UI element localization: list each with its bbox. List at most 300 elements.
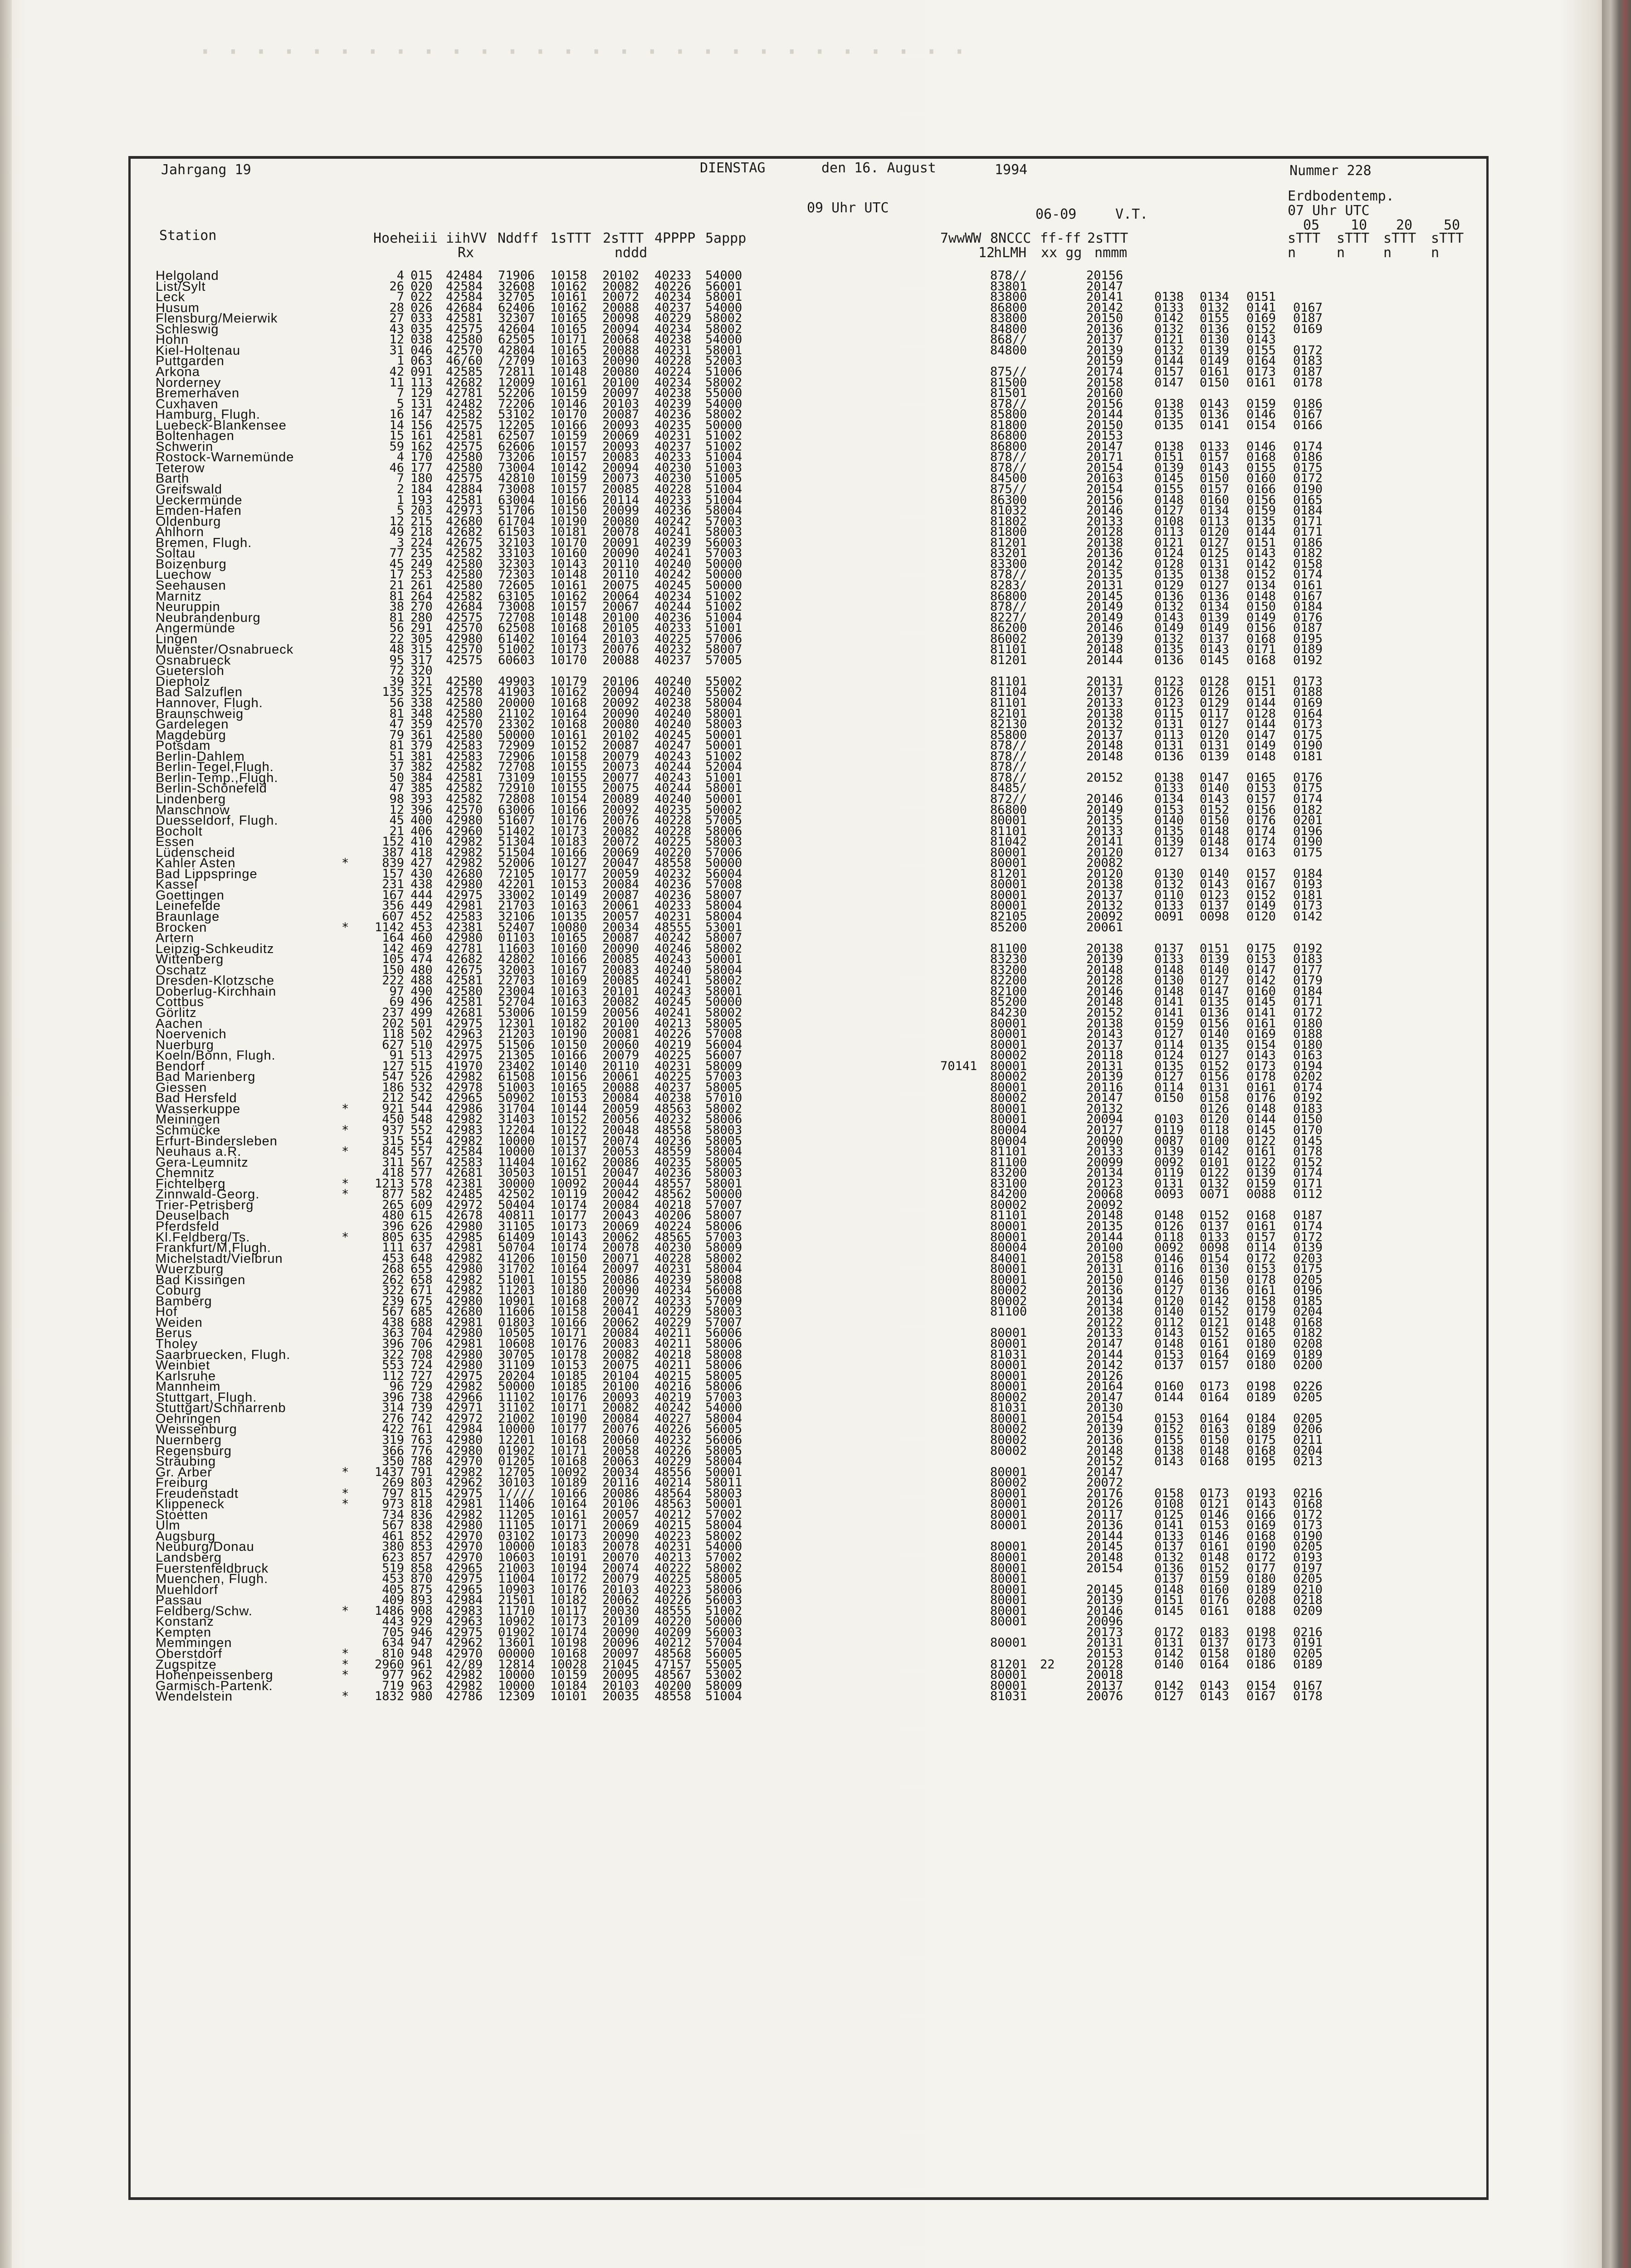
col-2sttt: 2sTTT (603, 230, 644, 246)
cell-i: 675 (410, 1294, 433, 1308)
station-name: Frankfurt/M,Flugh. (156, 1241, 271, 1255)
cell-c: 81800 (990, 418, 1027, 432)
station-name: Wuerzburg (156, 1262, 224, 1276)
cell-c: 80001 (990, 877, 1027, 891)
cell-t1: 10028 (550, 1657, 587, 1672)
cell-d: 30103 (498, 1476, 535, 1490)
cell-v: 42584 (446, 279, 483, 293)
cell-t2: 20043 (602, 1208, 640, 1222)
cell-t1: 10171 (550, 1518, 587, 1532)
station-name: Berlin-Temp.,Flugh. (156, 771, 278, 785)
cell-i: 063 (410, 354, 433, 368)
cell-t2: 20080 (602, 717, 640, 731)
cell-c: 84800 (990, 343, 1027, 357)
cell-soil-temp: 0157 (1246, 1230, 1276, 1244)
station-name: Luechow (156, 567, 212, 582)
station-name: Garmisch-Partenk. (156, 1679, 273, 1693)
cell-t2: 20062 (602, 1593, 640, 1607)
cell-soil-temp: 0201 (1293, 813, 1323, 827)
cell-t2: 20104 (602, 1369, 640, 1383)
cell-t1: 10155 (550, 781, 587, 795)
cell-soil-temp: 0152 (1154, 1422, 1184, 1436)
cell-soil-temp: 0157 (1246, 792, 1276, 806)
cell-p: 48559 (654, 1144, 692, 1158)
cell-v: 42570 (446, 343, 483, 357)
cell-t2: 20090 (602, 546, 640, 560)
cell-t2: 20056 (602, 1006, 640, 1020)
cell-p: 40240 (654, 717, 692, 731)
cell-c: 80001 (990, 1080, 1027, 1095)
cell-t2: 20087 (602, 888, 640, 902)
cell-soil-temp: 0195 (1246, 1454, 1276, 1468)
cell-a: 55002 (705, 685, 742, 699)
cell-h: 69 (389, 995, 404, 1009)
cell-t2: 20083 (602, 1337, 640, 1351)
cell-c: 83300 (990, 557, 1027, 571)
station-name: Arkona (156, 365, 200, 379)
cell-p: 40230 (654, 471, 692, 485)
cell-c: 80001 (990, 1572, 1027, 1586)
cell-s: 20176 (1086, 1486, 1123, 1501)
cell-t2: 20082 (602, 995, 640, 1009)
cell-t1: 10092 (550, 1465, 587, 1479)
cell-c: 81201 (990, 867, 1027, 881)
cell-a: 56003 (705, 1625, 742, 1639)
cell-h: 38 (389, 600, 404, 614)
cell-i: 688 (410, 1315, 433, 1330)
cell-v: 46/60 (446, 354, 483, 368)
cell-t1: 10164 (550, 707, 587, 721)
cell-p: 40240 (654, 963, 692, 977)
station-name: Konstanz (156, 1614, 214, 1629)
cell-p: 40225 (654, 835, 692, 849)
cell-s: 20139 (1086, 632, 1123, 646)
cell-s: 20147 (1086, 440, 1123, 454)
cell-p: 40224 (654, 1219, 692, 1233)
cell-p: 48567 (654, 1668, 692, 1682)
cell-h: 37 (389, 760, 404, 774)
cell-t2: 20047 (602, 856, 640, 870)
cell-t1: 10182 (550, 1017, 587, 1031)
cell-v: 42963 (446, 1614, 483, 1628)
cell-d: 00000 (498, 1647, 535, 1661)
cell-soil-temp: 0160 (1154, 1379, 1184, 1393)
cell-t1: 10155 (550, 760, 587, 774)
cell-soil-temp: 0216 (1293, 1625, 1323, 1639)
cell-i: 410 (410, 835, 433, 849)
cell-v: 42680 (446, 1305, 483, 1319)
cell-c: 81042 (990, 835, 1027, 849)
cell-c: 86800 (990, 429, 1027, 443)
cell-soil-temp: 0112 (1154, 1315, 1184, 1330)
cell-p: 40241 (654, 546, 692, 560)
cell-soil-temp: 0150 (1154, 1091, 1184, 1105)
station-name: Freiburg (156, 1476, 208, 1490)
cell-soil-temp: 0092 (1154, 1241, 1184, 1255)
cell-soil-temp: 0172 (1293, 343, 1323, 357)
col-sttt-10: sTTT (1337, 230, 1370, 246)
cell-c: 80004 (990, 1134, 1027, 1148)
station-name: Husum (156, 301, 200, 315)
cell-h: 269 (382, 1476, 404, 1490)
cell-soil-temp: 0134 (1200, 290, 1230, 304)
station-name: Meiningen (156, 1112, 220, 1127)
cell-d: 72708 (498, 760, 535, 774)
cell-t1: 10157 (550, 450, 587, 464)
cell-i: 033 (410, 311, 433, 325)
cell-s: 20146 (1086, 503, 1123, 518)
cell-soil-temp: 0127 (1154, 1689, 1184, 1703)
cell-soil-temp: 0183 (1293, 952, 1323, 966)
cell-c: 81101 (990, 824, 1027, 838)
cell-t2: 20074 (602, 1134, 640, 1148)
cell-c: 86300 (990, 493, 1027, 507)
cell-p: 40216 (654, 1379, 692, 1393)
cell-t1: 10164 (550, 632, 587, 646)
station-name: Brocken (156, 920, 207, 935)
cell-t2: 20060 (602, 1433, 640, 1447)
cell-soil-temp: 0131 (1200, 1080, 1230, 1095)
cell-i: 474 (410, 952, 433, 966)
cell-soil-temp: 0203 (1293, 1251, 1323, 1266)
cell-soil-temp: 0154 (1200, 1251, 1230, 1266)
cell-v: 42582 (446, 760, 483, 774)
cell-soil-temp: 0156 (1246, 803, 1276, 817)
cell-d: 72303 (498, 567, 535, 582)
cell-c: 875// (990, 365, 1027, 379)
cell-c: 878// (990, 397, 1027, 411)
cell-t2: 20106 (602, 675, 640, 689)
cell-soil-temp: 0205 (1293, 1647, 1323, 1661)
cell-p: 48558 (654, 1689, 692, 1703)
cell-a: 58004 (705, 696, 742, 710)
cell-soil-temp: 0186 (1293, 536, 1323, 550)
cell-t1: 10170 (550, 536, 587, 550)
cell-soil-temp: 0210 (1293, 1583, 1323, 1597)
cell-p: 40233 (654, 269, 692, 283)
cell-soil-temp: 0190 (1293, 835, 1323, 849)
cell-soil-temp: 0155 (1200, 311, 1230, 325)
cell-c: 81031 (990, 1348, 1027, 1362)
cell-soil-temp: 0153 (1246, 781, 1276, 795)
cell-soil-temp: 0176 (1293, 771, 1323, 785)
cell-a: 51001 (705, 771, 742, 785)
cell-s: 20096 (1086, 1614, 1123, 1628)
cell-c: 84230 (990, 1006, 1027, 1020)
col-hlmh: hLMH (994, 245, 1027, 261)
cell-soil-temp: 0193 (1293, 877, 1323, 891)
cell-t2: 20057 (602, 909, 640, 924)
cell-d: 23302 (498, 717, 535, 731)
cell-soil-temp: 0130 (1154, 867, 1184, 881)
station-name: Lüdenscheid (156, 846, 235, 860)
cell-p: 48568 (654, 1647, 692, 1661)
cell-v: 42575 (446, 322, 483, 336)
station-name: Wendelstein (156, 1689, 233, 1704)
cell-soil-temp: 0158 (1246, 1294, 1276, 1308)
cell-soil-temp: 0139 (1200, 343, 1230, 357)
cell-s: 20138 (1086, 707, 1123, 721)
cell-i: 184 (410, 482, 433, 496)
cell-a: 57009 (705, 1294, 742, 1308)
station-name: Weinbiet (156, 1358, 210, 1373)
station-name: Bremerhaven (156, 386, 240, 401)
cell-soil-temp: 0184 (1293, 984, 1323, 998)
cell-h: 45 (389, 813, 404, 827)
cell-t2: 20102 (602, 728, 640, 742)
cell-soil-temp: 0163 (1200, 1422, 1230, 1436)
cell-p: 40230 (654, 1241, 692, 1255)
station-name: Wittenberg (156, 952, 224, 967)
station-name: Guetersloh (156, 664, 225, 678)
cell-s: 20146 (1086, 621, 1123, 635)
cell-v: 42584 (446, 1144, 483, 1158)
cell-soil-temp: 0136 (1200, 1283, 1230, 1297)
cell-t2: 20048 (602, 1123, 640, 1137)
cell-s: 20137 (1086, 728, 1123, 742)
station-name: Manschnow (156, 803, 230, 817)
cell-s: 20174 (1086, 365, 1123, 379)
cell-t2: 20044 (602, 1177, 640, 1191)
cell-s: 20144 (1086, 407, 1123, 421)
cell-soil-temp: 0148 (1154, 963, 1184, 977)
cell-a: 58002 (705, 407, 742, 421)
cell-p: 40224 (654, 365, 692, 379)
cell-soil-temp: 0100 (1200, 1134, 1230, 1148)
cell-soil-temp: 0113 (1154, 728, 1184, 742)
cell-c: 80001 (990, 1112, 1027, 1126)
cell-soil-temp: 0131 (1200, 557, 1230, 571)
cell-c: 80001 (990, 1614, 1027, 1628)
cell-t1: 10148 (550, 567, 587, 582)
cell-h: 202 (382, 1017, 404, 1031)
cell-p: 40227 (654, 1412, 692, 1426)
station-name: Neuhaus a.R. (156, 1144, 242, 1159)
cell-i: 648 (410, 1251, 433, 1266)
cell-p: 40236 (654, 611, 692, 625)
cell-soil-temp: 0209 (1293, 1604, 1323, 1618)
cell-soil-temp: 0126 (1200, 685, 1230, 699)
cell-h: 47 (389, 781, 404, 795)
cell-t2: 20069 (602, 846, 640, 860)
cell-a: 50001 (705, 738, 742, 753)
cell-s: 20123 (1086, 1177, 1123, 1191)
cell-c: 80002 (990, 1433, 1027, 1447)
cell-v: 42981 (446, 899, 483, 913)
cell-s: 20147 (1086, 1465, 1123, 1479)
cell-s: 20137 (1086, 332, 1123, 347)
cell-c: 80001 (990, 888, 1027, 902)
station-name: Saarbruecken, Flugh. (156, 1348, 291, 1362)
cell-c: 80001 (990, 1550, 1027, 1564)
cell-d: 30705 (498, 1348, 535, 1362)
cell-h: 322 (382, 1283, 404, 1297)
cell-p: 40229 (654, 1315, 692, 1330)
cell-h: 719 (382, 1679, 404, 1693)
cell-soil-temp: 0147 (1246, 728, 1276, 742)
cell-a: 50001 (705, 1465, 742, 1479)
cell-soil-temp: 0141 (1246, 1006, 1276, 1020)
cell-v: 42980 (446, 1326, 483, 1340)
cell-soil-temp: 0144 (1154, 354, 1184, 368)
station-name: Bad Lippspringe (156, 867, 258, 881)
cell-d: 42802 (498, 952, 535, 966)
cell-c: 83100 (990, 1177, 1027, 1191)
cell-c: 875// (990, 482, 1027, 496)
cell-c: 84500 (990, 471, 1027, 485)
cell-v: 42982 (446, 1465, 483, 1479)
cell-soil-temp: 0155 (1246, 343, 1276, 357)
station-name: Straubing (156, 1454, 216, 1469)
cell-s: 20090 (1086, 1134, 1123, 1148)
cell-i: 449 (410, 899, 433, 913)
cell-t1: 10156 (550, 1070, 587, 1084)
cell-i: 046 (410, 343, 433, 357)
cell-v: 42682 (446, 525, 483, 539)
cell-i: 147 (410, 407, 433, 421)
cell-soil-temp: 0172 (1293, 471, 1323, 485)
station-name: Doberlug-Kirchhain (156, 984, 277, 999)
cell-t1: 10168 (550, 1433, 587, 1447)
cell-h: 81 (389, 738, 404, 753)
cell-soil-temp: 0156 (1246, 621, 1276, 635)
cell-soil-temp: 0148 (1154, 1583, 1184, 1597)
cell-s: 20139 (1086, 1070, 1123, 1084)
cell-a: 58006 (705, 1358, 742, 1372)
cell-d: 20000 (498, 696, 535, 710)
cell-p: 40220 (654, 846, 692, 860)
cell-f: * (342, 920, 349, 934)
cell-h: 734 (382, 1508, 404, 1522)
cell-soil-temp: 0148 (1246, 589, 1276, 603)
cell-p: 40220 (654, 1614, 692, 1628)
cell-i: 515 (410, 1059, 433, 1073)
cell-p: 40235 (654, 1155, 692, 1169)
cell-s: 20018 (1086, 1668, 1123, 1682)
cell-d: 32103 (498, 536, 535, 550)
cell-i: 615 (410, 1208, 433, 1222)
cell-d: 61503 (498, 525, 535, 539)
cell-p: 40245 (654, 728, 692, 742)
cell-t2: 20100 (602, 1017, 640, 1031)
cell-i: 738 (410, 1390, 433, 1404)
cell-a: 58006 (705, 1219, 742, 1233)
cell-t2: 20034 (602, 920, 640, 934)
cell-soil-temp: 0188 (1293, 685, 1323, 699)
cell-soil-temp: 0131 (1154, 717, 1184, 731)
cell-d: 62505 (498, 332, 535, 347)
cell-v: 42575 (446, 471, 483, 485)
cell-c: 85800 (990, 728, 1027, 742)
cell-v: 42981 (446, 1241, 483, 1255)
cell-i: 502 (410, 1027, 433, 1041)
cell-v: 42965 (446, 1091, 483, 1105)
cell-a: 50000 (705, 567, 742, 582)
cell-soil-temp: 0103 (1154, 1112, 1184, 1126)
cell-h: 46 (389, 461, 404, 475)
station-name: Freudenstadt (156, 1486, 239, 1501)
cell-s: 20133 (1086, 1144, 1123, 1158)
cell-t1: 10174 (550, 1625, 587, 1639)
cell-soil-temp: 0143 (1200, 877, 1230, 891)
depth-50: 50 (1444, 217, 1460, 233)
cell-a: 54000 (705, 397, 742, 411)
station-name: Lingen (156, 632, 198, 646)
cell-a: 58001 (705, 781, 742, 795)
station-name: Norderney (156, 376, 221, 390)
cell-t2: 20100 (602, 611, 640, 625)
cell-t1: 10157 (550, 1134, 587, 1148)
cell-soil-temp: 0156 (1246, 493, 1276, 507)
cell-h: 366 (382, 1444, 404, 1458)
cell-i: 510 (410, 1038, 433, 1052)
cell-i: 325 (410, 685, 433, 699)
cell-soil-temp: 0150 (1200, 376, 1230, 390)
cell-p: 40234 (654, 376, 692, 390)
cell-soil-temp: 0192 (1293, 653, 1323, 667)
cell-soil-temp: 0174 (1246, 824, 1276, 838)
cell-p: 40237 (654, 653, 692, 667)
station-name: Puttgarden (156, 354, 225, 368)
station-name: Diepholz (156, 675, 210, 689)
cell-a: 51003 (705, 461, 742, 475)
cell-soil-temp: 0226 (1293, 1379, 1323, 1393)
cell-d: 32003 (498, 963, 535, 977)
cell-i: 253 (410, 567, 433, 582)
cell-v: 42983 (446, 1123, 483, 1137)
cell-h: 839 (382, 856, 404, 870)
cell-soil-temp: 0176 (1246, 1091, 1276, 1105)
cell-soil-temp: 0153 (1154, 803, 1184, 817)
cell-s: 20145 (1086, 1540, 1123, 1554)
cell-h: 418 (382, 1166, 404, 1180)
cell-c: 80001 (990, 1059, 1027, 1073)
cell-soil-temp: 0202 (1293, 1070, 1323, 1084)
cell-soil-temp: 0135 (1154, 1059, 1184, 1073)
cell-s: 20135 (1086, 1219, 1123, 1233)
cell-i: 685 (410, 1305, 433, 1319)
cell-c: 80002 (990, 1294, 1027, 1308)
cell-p: 40214 (654, 1476, 692, 1490)
cell-d: 51001 (498, 1273, 535, 1287)
cell-p: 40237 (654, 1080, 692, 1095)
cell-t2: 20090 (602, 354, 640, 368)
col-n-20: n (1383, 245, 1392, 261)
cell-soil-temp: 0192 (1293, 1091, 1323, 1105)
cell-soil-temp: 0120 (1200, 1112, 1230, 1126)
cell-soil-temp: 0108 (1154, 1497, 1184, 1511)
cell-t1: 10117 (550, 1604, 587, 1618)
cell-i: 384 (410, 771, 433, 785)
cell-soil-temp: 0148 (1154, 1337, 1184, 1351)
cell-soil-temp: 0144 (1246, 696, 1276, 710)
station-name: Emden-Hafen (156, 503, 242, 518)
cell-v: 42681 (446, 1006, 483, 1020)
station-name: Memmingen (156, 1636, 232, 1650)
station-name: Seehausen (156, 578, 226, 593)
station-name: Braunlage (156, 909, 220, 924)
cell-soil-temp: 0138 (1154, 290, 1184, 304)
station-name: Stoetten (156, 1508, 209, 1522)
cell-soil-temp: 0181 (1293, 888, 1323, 902)
station-name: Oberstdorf (156, 1647, 222, 1661)
cell-s: 20142 (1086, 301, 1123, 315)
cell-soil-temp: 0120 (1200, 728, 1230, 742)
cell-c: 83200 (990, 1166, 1027, 1180)
cell-i: 739 (410, 1401, 433, 1415)
station-name: Teterow (156, 461, 205, 475)
cell-t1: 10182 (550, 1593, 587, 1607)
